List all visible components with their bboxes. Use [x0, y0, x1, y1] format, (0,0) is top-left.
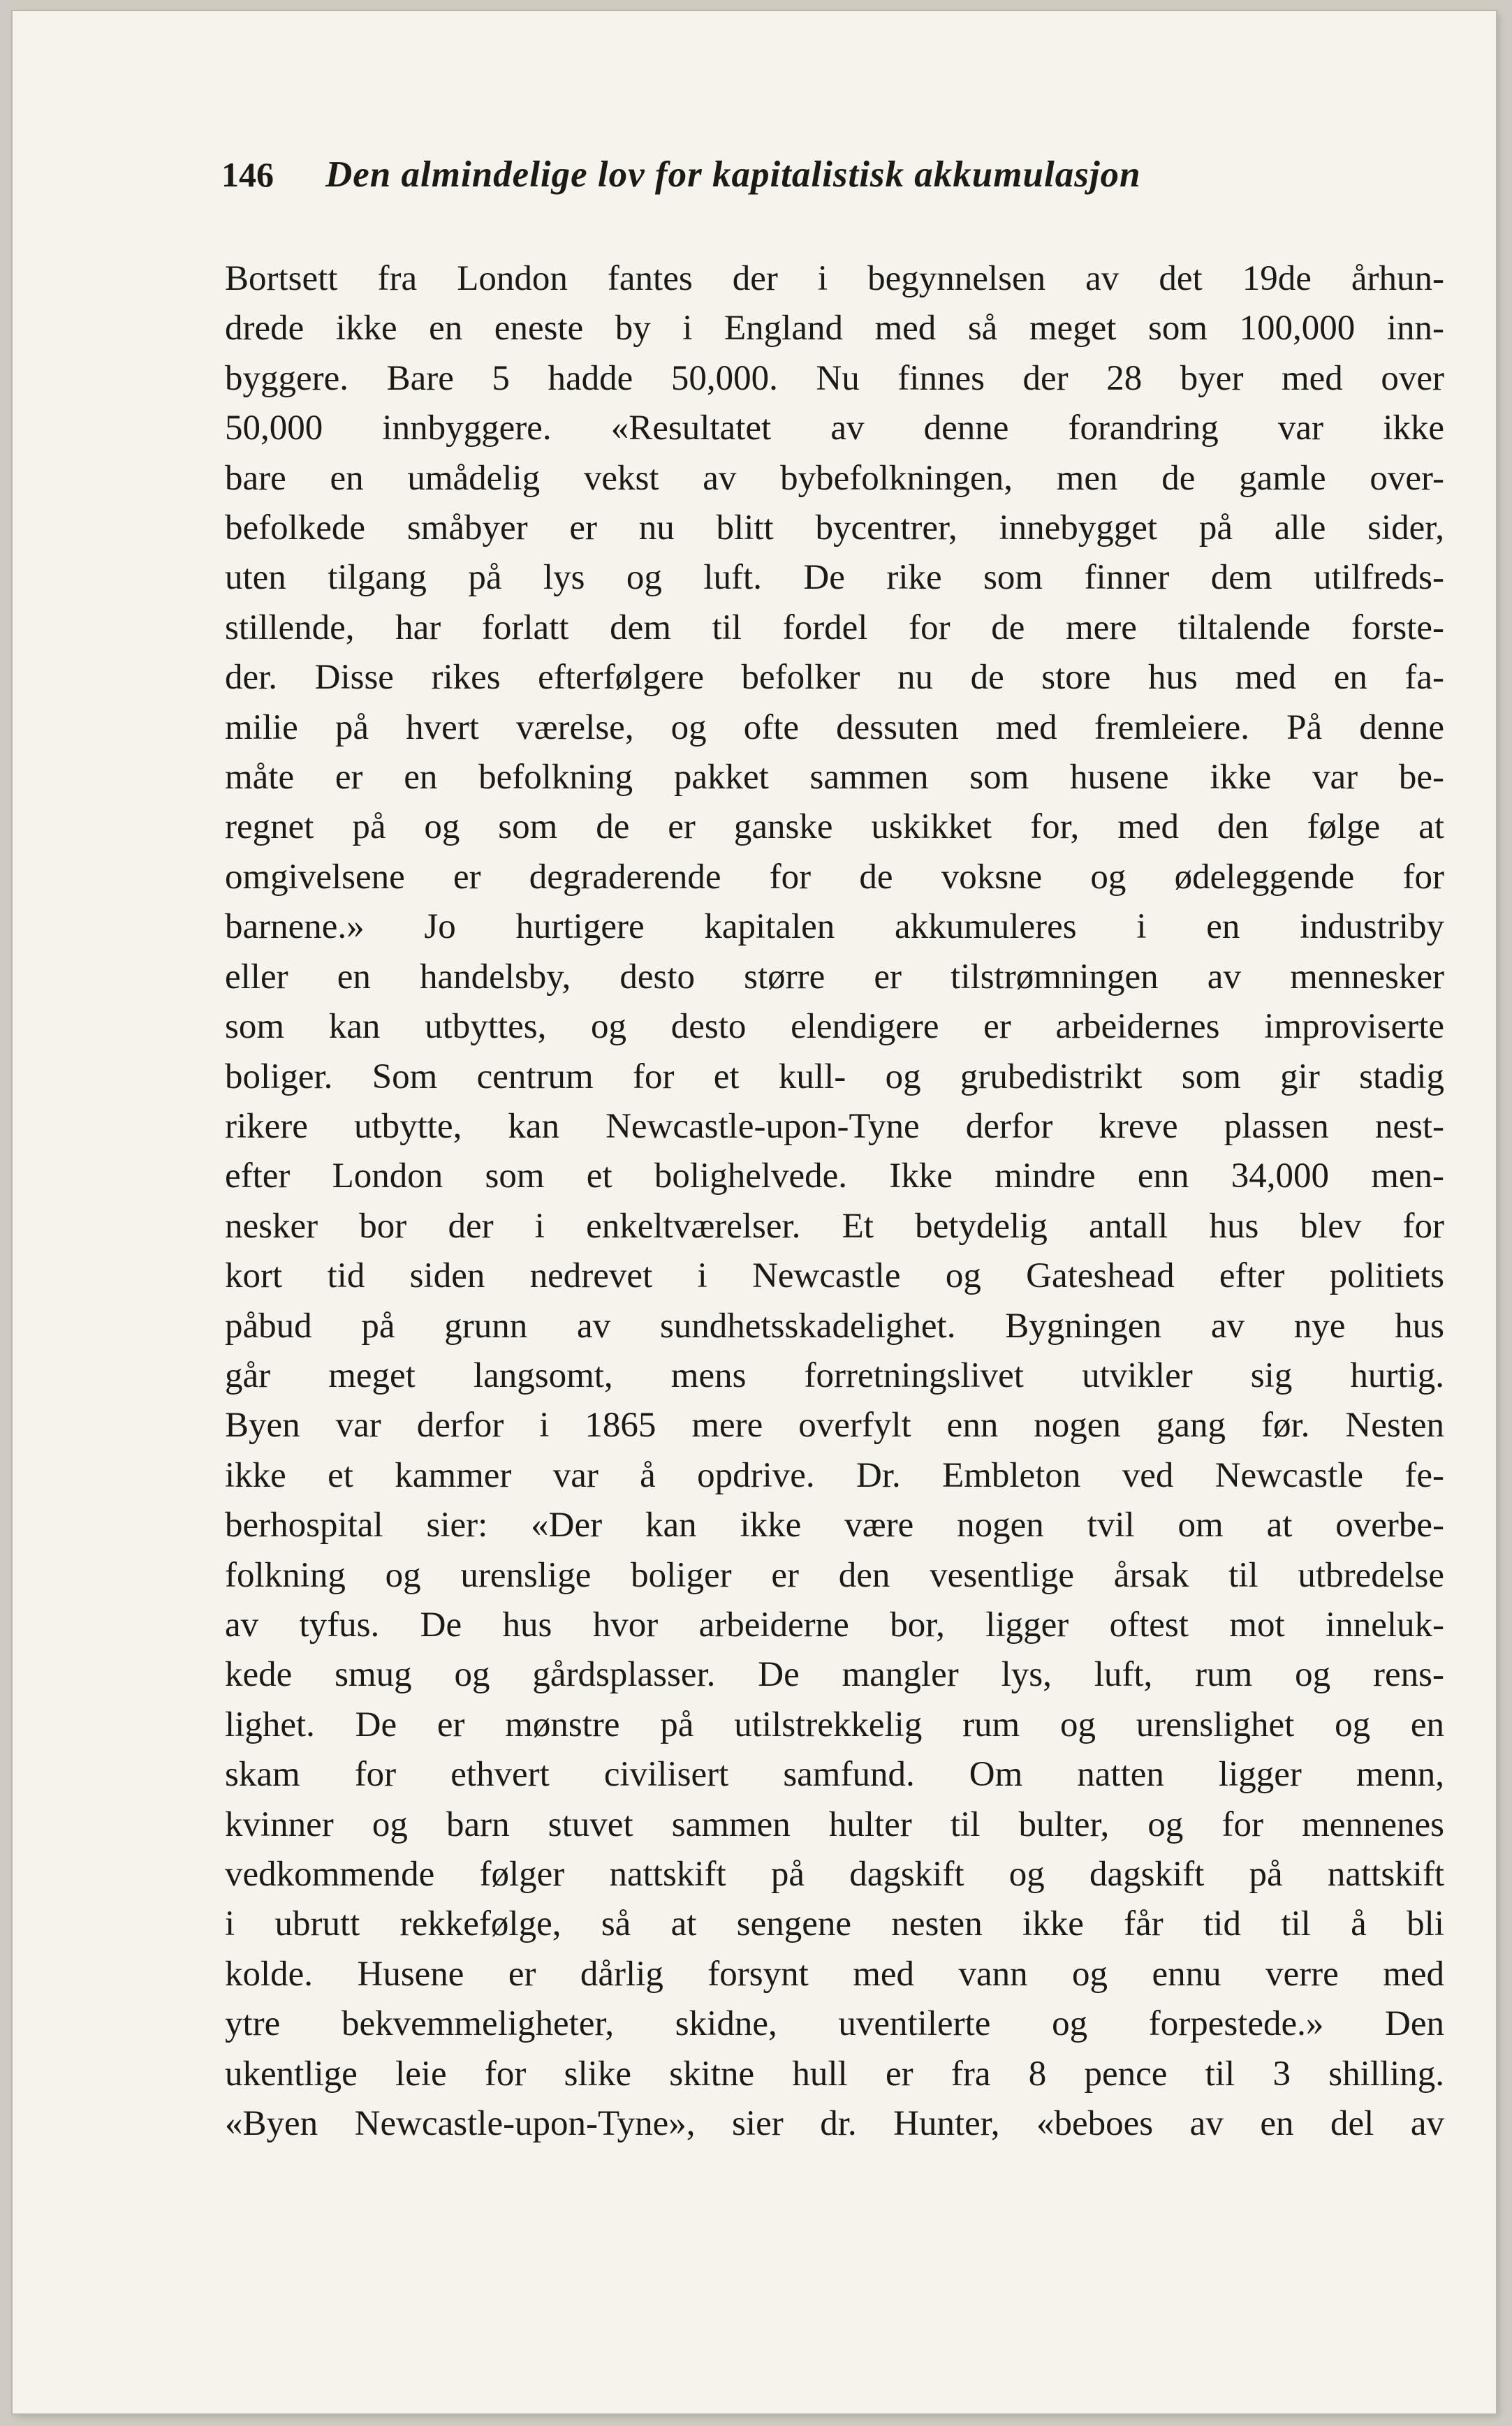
text-line: eller en handelsby, desto større er tilstrømningen av mennesker	[225, 957, 1444, 997]
text-line: som kan utbyttes, og desto elendigere er arbeidernes improviserte	[225, 1007, 1444, 1047]
text-line: av tyfus. De hus hvor arbeiderne bor, ligger oftest mot inneluk-	[225, 1605, 1444, 1645]
text-line: byggere. Bare 5 hadde 50,000. Nu finnes der 28 byer med over	[225, 358, 1444, 398]
text-line: stillende, har forlatt dem til fordel for de mere tiltalende forste-	[225, 608, 1444, 647]
text-line: skam for ethvert civilisert samfund. Om natten ligger menn,	[225, 1755, 1444, 1795]
text-line: boliger. Som centrum for et kull- og grubedistrikt som gir stadig	[225, 1057, 1444, 1096]
text-line: barnene.» Jo hurtigere kapitalen akkumuleres i en industriby	[225, 907, 1444, 947]
text-line: kolde. Husene er dårlig forsynt med vann og ennu verre med	[225, 1954, 1444, 1994]
text-line: ikke et kammer var å opdrive. Dr. Embleton ved Newcastle fe-	[225, 1455, 1444, 1495]
text-line: berhospital sier: «Der kan ikke være nogen tvil om at overbe-	[225, 1506, 1444, 1545]
text-line: drede ikke en eneste by i England med så meget som 100,000 inn-	[225, 309, 1444, 348]
text-line: kvinner og barn stuvet sammen hulter til bulter, og for mennenes	[225, 1804, 1444, 1844]
text-line: befolkede småbyer er nu blitt bycentrer, innebygget på alle sider,	[225, 508, 1444, 548]
running-head-title: Den almindelige lov for kapitalistisk akkumulasjon	[325, 154, 1141, 195]
text-line: regnet på og som de er ganske uskikket for, med den følge at	[225, 807, 1444, 847]
text-line: rikere utbytte, kan Newcastle-upon-Tyne derfor kreve plassen nest-	[225, 1106, 1444, 1146]
text-line: kort tid siden nedrevet i Newcastle og Gateshead efter politiets	[225, 1256, 1444, 1296]
text-line: 50,000 innbyggere. «Resultatet av denne forandring var ikke	[225, 409, 1444, 448]
text-line: lighet. De er mønstre på utilstrekkelig rum og urenslighet og en	[225, 1705, 1444, 1744]
text-line: der. Disse rikes efterfølgere befolker nu de store hus med en fa-	[225, 658, 1444, 698]
text-line: Byen var derfor i 1865 mere overfylt enn nogen gang før. Nesten	[225, 1406, 1444, 1446]
running-head	[221, 154, 1339, 209]
text-line: ytre bekvemmeligheter, skidne, uventilerte og forpestede.» Den	[225, 2004, 1444, 2044]
text-line: milie på hvert værelse, og ofte dessuten med fremleiere. På denne	[225, 707, 1444, 747]
text-line: efter London som et bolighelvede. Ikke mindre enn 34,000 men-	[225, 1156, 1444, 1196]
text-line: vedkommende følger nattskift på dagskift og dagskift på nattskift	[225, 1855, 1444, 1894]
text-line: påbud på grunn av sundhetsskadelighet. Bygningen av nye hus	[225, 1306, 1444, 1346]
text-line: nesker bor der i enkeltværelser. Et betydelig antall hus blev for	[225, 1206, 1444, 1246]
text-line: bare en umådelig vekst av bybefolkningen, men de gamle over-	[225, 458, 1444, 498]
text-line: omgivelsene er degraderende for de voksne og ødeleggende for	[225, 857, 1444, 897]
text-line: måte er en befolkning pakket sammen som husene ikke var be-	[225, 758, 1444, 797]
text-line: i ubrutt rekkefølge, så at sengene nesten ikke får tid til å bli	[225, 1904, 1444, 1944]
text-line: kede smug og gårdsplasser. De mangler lys, luft, rum og rens-	[225, 1655, 1444, 1695]
text-line: går meget langsomt, mens forretningslivet utvikler sig hurtig.	[225, 1355, 1444, 1395]
text-line: folkning og urenslige boliger er den vesentlige årsak til utbredelse	[225, 1555, 1444, 1595]
text-line: Bortsett fra London fantes der i begynnelsen av det 19de århun-	[225, 259, 1444, 298]
page-number: 146	[221, 155, 274, 194]
book-page	[13, 11, 1496, 2413]
text-line: ukentlige leie for slike skitne hull er fra 8 pence til 3 shilling.	[225, 2054, 1444, 2094]
text-line: «Byen Newcastle-upon-Tyne», sier dr. Hunter, «beboes av en del av	[225, 2104, 1444, 2144]
body-text	[225, 254, 1444, 2154]
text-line: uten tilgang på lys og luft. De rike som finner dem utilfreds-	[225, 558, 1444, 598]
